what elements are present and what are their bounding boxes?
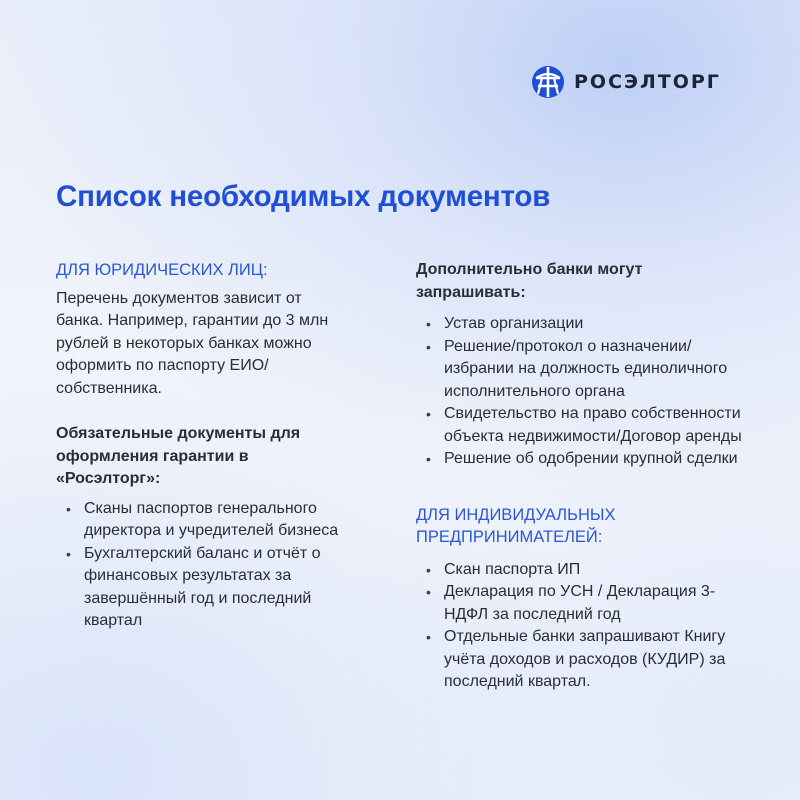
- legal-entities-heading: ДЛЯ ЮРИДИЧЕСКИХ ЛИЦ:: [56, 261, 268, 279]
- mandatory-docs-list: [56, 498, 361, 633]
- list-item: • Решение об одобрении крупной сделки: [416, 448, 746, 471]
- list-item: • Бухгалтерский баланс и отчёт о финансовых результатах за завершённый год и последний квартал: [66, 544, 321, 629]
- bullet-icon: •: [426, 584, 431, 600]
- mandatory-docs-heading: Обязательные документы для оформления гарантии в «Росэлторг»:: [56, 425, 301, 487]
- bullet-icon: •: [426, 338, 431, 355]
- bullet-icon: •: [426, 561, 431, 578]
- bullet-icon: •: [426, 451, 431, 467]
- brand-logo: [530, 64, 721, 100]
- list-item: • Отдельные банки запрашивают Книгу учёта доходов и расходов (КУДИР) за последний квартал.: [426, 628, 726, 690]
- brand-name: РОСЭЛТОРГ: [574, 71, 721, 93]
- bullet-icon: •: [426, 406, 431, 422]
- additional-docs-heading: Дополнительно банки могут запрашивать:: [416, 261, 643, 301]
- left-column: [56, 259, 376, 633]
- entrepreneurs-docs-list: [416, 559, 756, 694]
- page-title: Список необходимых документов: [56, 180, 551, 213]
- list-item: • Скан паспорта ИП: [416, 559, 756, 582]
- additional-docs-list: [416, 313, 746, 471]
- list-item: • Свидетельство на право собственности объекта недвижимости/Договор аренды: [426, 405, 742, 445]
- bullet-icon: •: [66, 545, 71, 562]
- bullet-icon: •: [66, 500, 71, 517]
- legal-entities-text: Перечень документов зависит от банка. Например, гарантии до 3 млн рублей в некоторых банках можно оформить по паспорту ЕИО/собственника.: [56, 289, 329, 397]
- list-item: • Устав организации: [416, 313, 746, 336]
- bullet-icon: •: [426, 629, 431, 645]
- list-item: • Декларация по УСН / Декларация 3-НДФЛ за последний год: [426, 583, 716, 623]
- roseltorg-logo-icon: [530, 64, 566, 100]
- list-item: • Решение/протокол о назначении/ избрании на должность единоличного исполнительного органа: [426, 337, 728, 400]
- entrepreneurs-heading: ДЛЯ ИНДИВИДУАЛЬНЫХ ПРЕДПРИНИМАТЕЛЕЙ:: [416, 505, 616, 546]
- bullet-icon: •: [426, 316, 431, 332]
- right-column: [416, 259, 776, 694]
- list-item: • Сканы паспортов генерального директора и учредителей бизнеса: [66, 499, 339, 539]
